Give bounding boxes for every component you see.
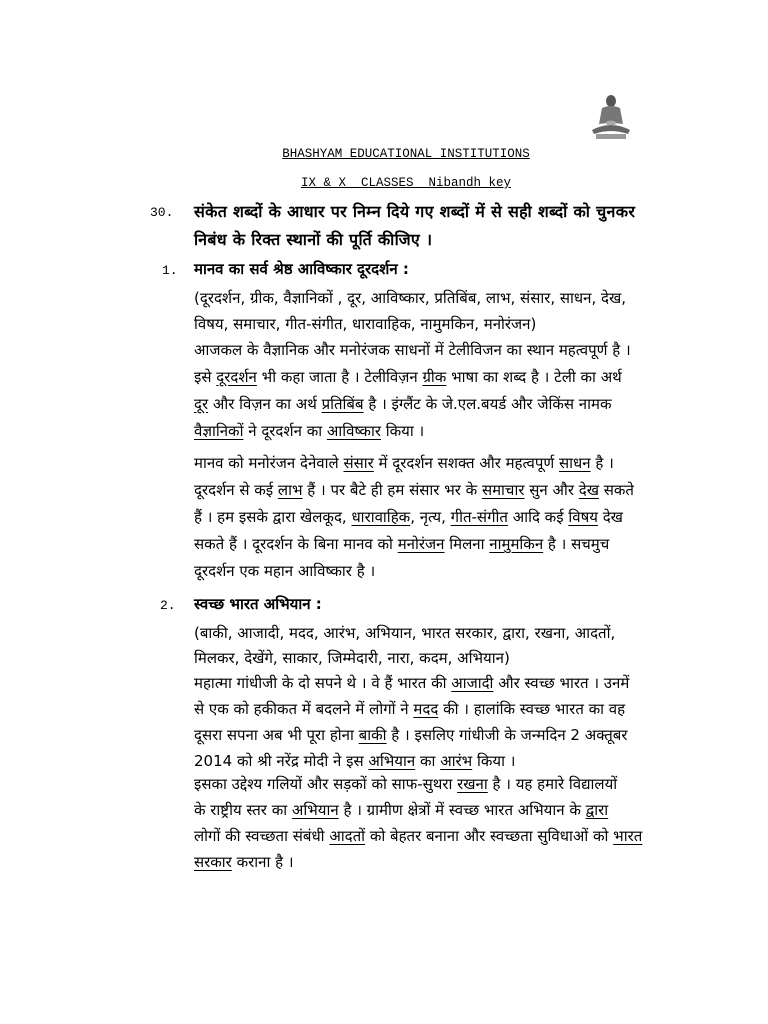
- paragraph-line: [194, 537, 609, 552]
- answer-word: धारावाहिक: [351, 508, 411, 526]
- word-list-line: मिलकर, देखेंगे, साकार, जिम्मेदारी, नारा, कदम, अभियान): [194, 649, 510, 667]
- paragraph-text: की । हालांकि स्वच्छ भारत का वह: [438, 700, 626, 718]
- paragraph-text: दूसरा सपना अब भी पूरा होना: [194, 726, 359, 744]
- paragraph-text: सकते हैं । दूरदर्शन के बिना मानव को: [194, 535, 398, 553]
- paragraph-text: आजकल के वैज्ञानिक और मनोरंजक साधनों में टेलीविजन का स्थान महत्वपूर्ण है ।: [194, 341, 631, 359]
- answer-word: ग्रीक: [422, 368, 447, 386]
- answer-word: आजादी: [451, 674, 494, 692]
- paragraph-text: है । सचमुच: [543, 535, 610, 553]
- paragraph-text: है । इंग्लैंट के जे.एल.बयर्ड और जेकिंस नामक: [363, 395, 612, 413]
- answer-word: समाचार: [481, 481, 525, 499]
- answer-word: सरकार: [194, 853, 232, 871]
- meditating-figure-logo: [588, 92, 634, 140]
- paragraph-text: इसे: [194, 368, 217, 386]
- answer-word: द्वारा: [585, 801, 609, 819]
- paragraph-text: से एक को हकीकत में बदलने में लोगों ने: [194, 700, 414, 718]
- paragraph-text: सकते: [598, 481, 634, 499]
- paragraph-line: [194, 754, 515, 769]
- paragraph-text: कराना है ।: [231, 853, 294, 871]
- paragraph-text: में दूरदर्शन सशक्त और महत्वपूर्ण: [373, 454, 559, 472]
- section-title: मानव का सर्व श्रेष्ठ आविष्कार दूरदर्शन :: [194, 260, 409, 278]
- paragraph-line: [194, 777, 617, 792]
- question-number: 30.: [150, 205, 174, 220]
- paragraph-line: [194, 483, 634, 498]
- paragraph-line: [194, 343, 631, 358]
- question-line: संकेत शब्दों के आधार पर निम्न दिये गए शब्दों में से सही शब्दों को चुनकर: [194, 202, 636, 221]
- paragraph-text: आदि कई: [507, 508, 569, 526]
- paragraph-text: हैं । हम इसके द्वारा खेलकूद,: [194, 508, 352, 526]
- paragraph-line: [194, 456, 614, 471]
- paragraph-text: है ।: [590, 454, 614, 472]
- paragraph-text: मानव को मनोरंजन देनेवाले: [194, 454, 344, 472]
- answer-word: आदतों: [329, 827, 366, 845]
- paragraph-text: ने दूरदर्शन का: [243, 422, 327, 440]
- paragraph-text: के राष्ट्रीय स्तर का: [194, 801, 292, 819]
- answer-word: प्रतिबिंब: [321, 395, 364, 413]
- answer-word: संसार: [343, 454, 374, 472]
- section-number: 1.: [162, 263, 178, 278]
- classes-subtitle: IX & X CLASSES_ Nibandh key: [300, 176, 512, 190]
- paragraph-text: देख: [597, 508, 623, 526]
- answer-word: दूर: [194, 395, 209, 413]
- paragraph-line: [194, 564, 375, 579]
- paragraph-line: [194, 510, 623, 525]
- answer-word: साधन: [558, 454, 591, 472]
- institution-title: BHASHYAM EDUCATIONAL INSTITUTIONS: [282, 147, 530, 161]
- paragraph-text: महात्मा गांधीजी के दो सपने थे । वे हैं भारत की: [194, 674, 452, 692]
- paragraph-text: को बेहतर बनाना और स्वच्छता सुविधाओं को: [365, 827, 614, 845]
- paragraph-text: है । यह हमारे विद्यालयों: [487, 775, 618, 793]
- paragraph-line: [194, 855, 294, 870]
- answer-word: नामुमकिन: [489, 535, 544, 553]
- paragraph-line: [194, 829, 642, 844]
- paragraph-text: , नृत्य,: [410, 508, 451, 526]
- paragraph-line: [194, 728, 628, 743]
- paragraph-line: [194, 702, 625, 717]
- answer-word: आविष्कार: [326, 422, 381, 440]
- answer-word: देख: [578, 481, 599, 499]
- word-list-line: (बाकी, आजादी, मदद, आरंभ, अभियान, भारत सरकार, द्वारा, रखना, आदतों,: [194, 624, 616, 642]
- answer-word: अभियान: [291, 801, 339, 819]
- paragraph-text: दूरदर्शन एक महान आविष्कार है ।: [194, 562, 376, 580]
- paragraph-text: है । ग्रामीण क्षेत्रों में स्वच्छ भारत अभियान के: [338, 801, 586, 819]
- paragraph-text: सुन और: [524, 481, 579, 499]
- paragraph-text: दूरदर्शन से कई: [194, 481, 278, 499]
- section-title: स्वच्छ भारत अभियान :: [194, 595, 322, 613]
- paragraph-text: 2014 को श्री नरेंद्र मोदी ने इस: [194, 752, 369, 770]
- word-list-line: विषय, समाचार, गीत-संगीत, धारावाहिक, नामुमकिन, मनोरंजन): [194, 315, 537, 333]
- paragraph-line: [194, 803, 608, 818]
- paragraph-line: [194, 397, 611, 412]
- answer-word: भारत: [613, 827, 643, 845]
- word-list-line: (दूरदर्शन, ग्रीक, वैज्ञानिकों , दूर, आविष्कार, प्रतिबिंब, लाभ, संसार, साधन, देख,: [194, 289, 627, 307]
- paragraph-text: भी कहा जाता है । टेलीविज़न: [256, 368, 423, 386]
- paragraph-text: मिलना: [444, 535, 490, 553]
- paragraph-text: किया ।: [472, 752, 516, 770]
- answer-word: मदद: [413, 700, 439, 718]
- paragraph-text: और विज़न का अर्थ: [208, 395, 322, 413]
- paragraph-text: लोगों की स्वच्छता संबंधी: [194, 827, 330, 845]
- paragraph-text: और स्वच्छ भारत । उनमें: [493, 674, 630, 692]
- answer-word: रखना: [457, 775, 488, 793]
- paragraph-text: भाषा का शब्द है । टेली का अर्थ: [446, 368, 622, 386]
- answer-word: मनोरंजन: [397, 535, 445, 553]
- answer-word: गीत-संगीत: [450, 508, 508, 526]
- paragraph-text: है । इसलिए गांधीजी के जन्मदिन 2 अक्तूबर: [386, 726, 628, 744]
- answer-word: लाभ: [277, 481, 303, 499]
- answer-word: विषय: [568, 508, 598, 526]
- paragraph-line: [194, 424, 424, 439]
- paragraph-text: हैं । पर बैटे ही हम संसार भर के: [302, 481, 482, 499]
- answer-word: वैज्ञानिकों: [194, 422, 244, 440]
- answer-word: अभियान: [368, 752, 416, 770]
- section-number: 2.: [160, 598, 176, 613]
- paragraph-text: इसका उद्देश्य गलियों और सड़कों को साफ-सुथरा: [194, 775, 458, 793]
- question-line: निबंध के रिक्त स्थानों की पूर्ति कीजिए ।: [194, 230, 433, 249]
- answer-word: आरंभ: [440, 752, 473, 770]
- answer-word: दूरदर्शन: [216, 368, 257, 386]
- paragraph-line: [194, 676, 629, 691]
- paragraph-line: [194, 370, 622, 385]
- paragraph-text: किया ।: [380, 422, 425, 440]
- paragraph-text: का: [415, 752, 441, 770]
- answer-word: बाकी: [358, 726, 387, 744]
